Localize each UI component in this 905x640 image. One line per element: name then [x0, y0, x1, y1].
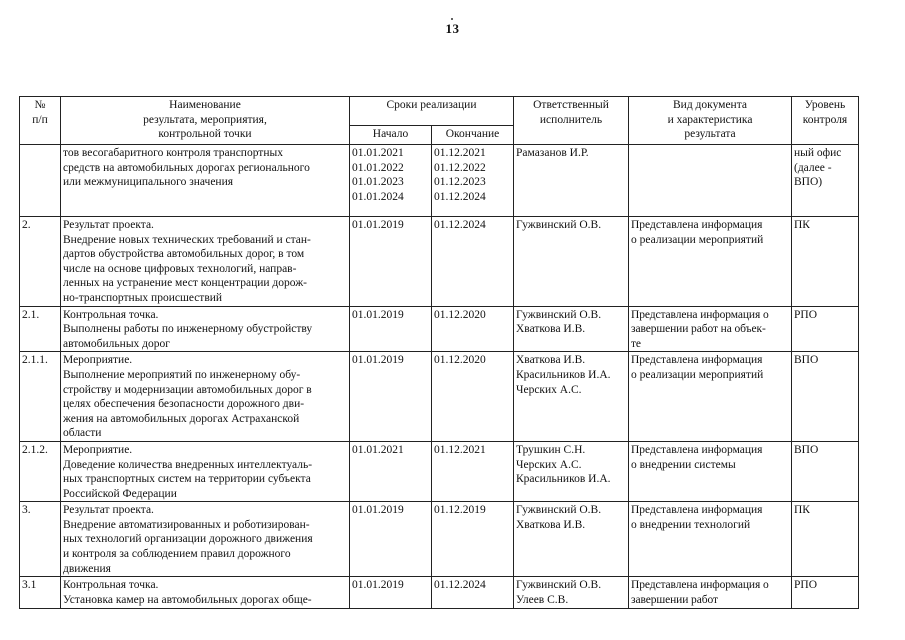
cell-end: 01.12.2020: [432, 306, 514, 352]
cell-num: [20, 145, 61, 217]
cell-level: ПК: [792, 502, 859, 577]
cell-name: Контрольная точка. Установка камер на автомобильных дорогах обще-: [61, 577, 350, 609]
cell-end: 01.12.2020: [432, 352, 514, 442]
table-row: [20, 502, 859, 577]
cell-responsible: Гужвинский О.В. Хваткова И.В.: [514, 502, 629, 577]
header-name: Наименование результата, мероприятия, контрольной точки: [61, 97, 350, 145]
cell-num: 2.1.2.: [20, 441, 61, 501]
page-number: 13: [445, 21, 460, 36]
header-start: Начало: [350, 126, 432, 145]
header-responsible: Ответственный исполнитель: [514, 97, 629, 145]
header-terms: Сроки реализации: [350, 97, 514, 126]
cell-start: 01.01.2021 01.01.2022 01.01.2023 01.01.2024: [350, 145, 432, 217]
cell-responsible: Хваткова И.В. Красильников И.А. Черских А.С.: [514, 352, 629, 442]
cell-start: 01.01.2019: [350, 306, 432, 352]
cell-end: 01.12.2019: [432, 502, 514, 577]
header-doc: Вид документа и характеристика результата: [629, 97, 792, 145]
cell-name: Мероприятие. Выполнение мероприятий по инженерному обу- стройству и модернизации автомобильных дорог в целях обеспечения безопасности дорожного дви- жения на автомобильных дорогах Астраханской области: [61, 352, 350, 442]
cell-start: 01.01.2019: [350, 577, 432, 609]
cell-start: 01.01.2019: [350, 217, 432, 307]
cell-doc: Представлена информация о внедрении технологий: [629, 502, 792, 577]
cell-doc: [629, 145, 792, 217]
cell-responsible: Трушкин С.Н. Черских А.С. Красильников И.А.: [514, 441, 629, 501]
cell-name: Контрольная точка. Выполнены работы по инженерному обустройству автомобильных дорог: [61, 306, 350, 352]
table-row: [20, 441, 859, 501]
cell-level: ПК: [792, 217, 859, 307]
implementation-table: [19, 96, 859, 609]
cell-level: РПО: [792, 577, 859, 609]
cell-level: ВПО: [792, 441, 859, 501]
table-row: [20, 217, 859, 307]
cell-num: 2.1.: [20, 306, 61, 352]
cell-end: 01.12.2024: [432, 577, 514, 609]
cell-level: РПО: [792, 306, 859, 352]
table-row: [20, 352, 859, 442]
cell-name: Результат проекта. Внедрение новых технических требований и стан- дартов обустройства автомобильных дорог, в том числе на основе цифровых технологий, направ- ленных на устранение мест концентрации дорож- но-транспортных происшествий: [61, 217, 350, 307]
cell-end: 01.12.2021: [432, 441, 514, 501]
header-end: Окончание: [432, 126, 514, 145]
cell-start: 01.01.2021: [350, 441, 432, 501]
cell-responsible: Гужвинский О.В. Хваткова И.В.: [514, 306, 629, 352]
cell-start: 01.01.2019: [350, 502, 432, 577]
scan-speck: [451, 18, 453, 20]
table-row: [20, 306, 859, 352]
cell-doc: Представлена информация о завершении работ: [629, 577, 792, 609]
cell-name: Результат проекта. Внедрение автоматизированных и роботизирован- ных технологий организации дорожного движения и контроля за соблюдением правил дорожного движения: [61, 502, 350, 577]
cell-doc: Представлена информация о внедрении системы: [629, 441, 792, 501]
cell-level: ВПО: [792, 352, 859, 442]
cell-num: 3.1: [20, 577, 61, 609]
cell-doc: Представлена информация о завершении работ на объек- те: [629, 306, 792, 352]
cell-responsible: Гужвинский О.В. Улеев С.В.: [514, 577, 629, 609]
header-level: Уровень контроля: [792, 97, 859, 145]
table-header: [20, 97, 859, 145]
table-row: [20, 145, 859, 217]
cell-start: 01.01.2019: [350, 352, 432, 442]
table-body: [20, 145, 859, 609]
header-num: № п/п: [20, 97, 61, 145]
cell-num: 2.1.1.: [20, 352, 61, 442]
cell-num: 3.: [20, 502, 61, 577]
cell-doc: Представлена информация о реализации мероприятий: [629, 352, 792, 442]
cell-end: 01.12.2021 01.12.2022 01.12.2023 01.12.2024: [432, 145, 514, 217]
cell-name: Мероприятие. Доведение количества внедренных интеллектуаль- ных транспортных систем на территории субъекта Российской Федерации: [61, 441, 350, 501]
cell-doc: Представлена информация о реализации мероприятий: [629, 217, 792, 307]
cell-num: 2.: [20, 217, 61, 307]
table-row: [20, 577, 859, 609]
cell-end: 01.12.2024: [432, 217, 514, 307]
cell-responsible: Гужвинский О.В.: [514, 217, 629, 307]
cell-level: ный офис (далее - ВПО): [792, 145, 859, 217]
cell-name: тов весогабаритного контроля транспортных средств на автомобильных дорогах регионального или межмуниципального значения: [61, 145, 350, 217]
cell-responsible: Рамазанов И.Р.: [514, 145, 629, 217]
